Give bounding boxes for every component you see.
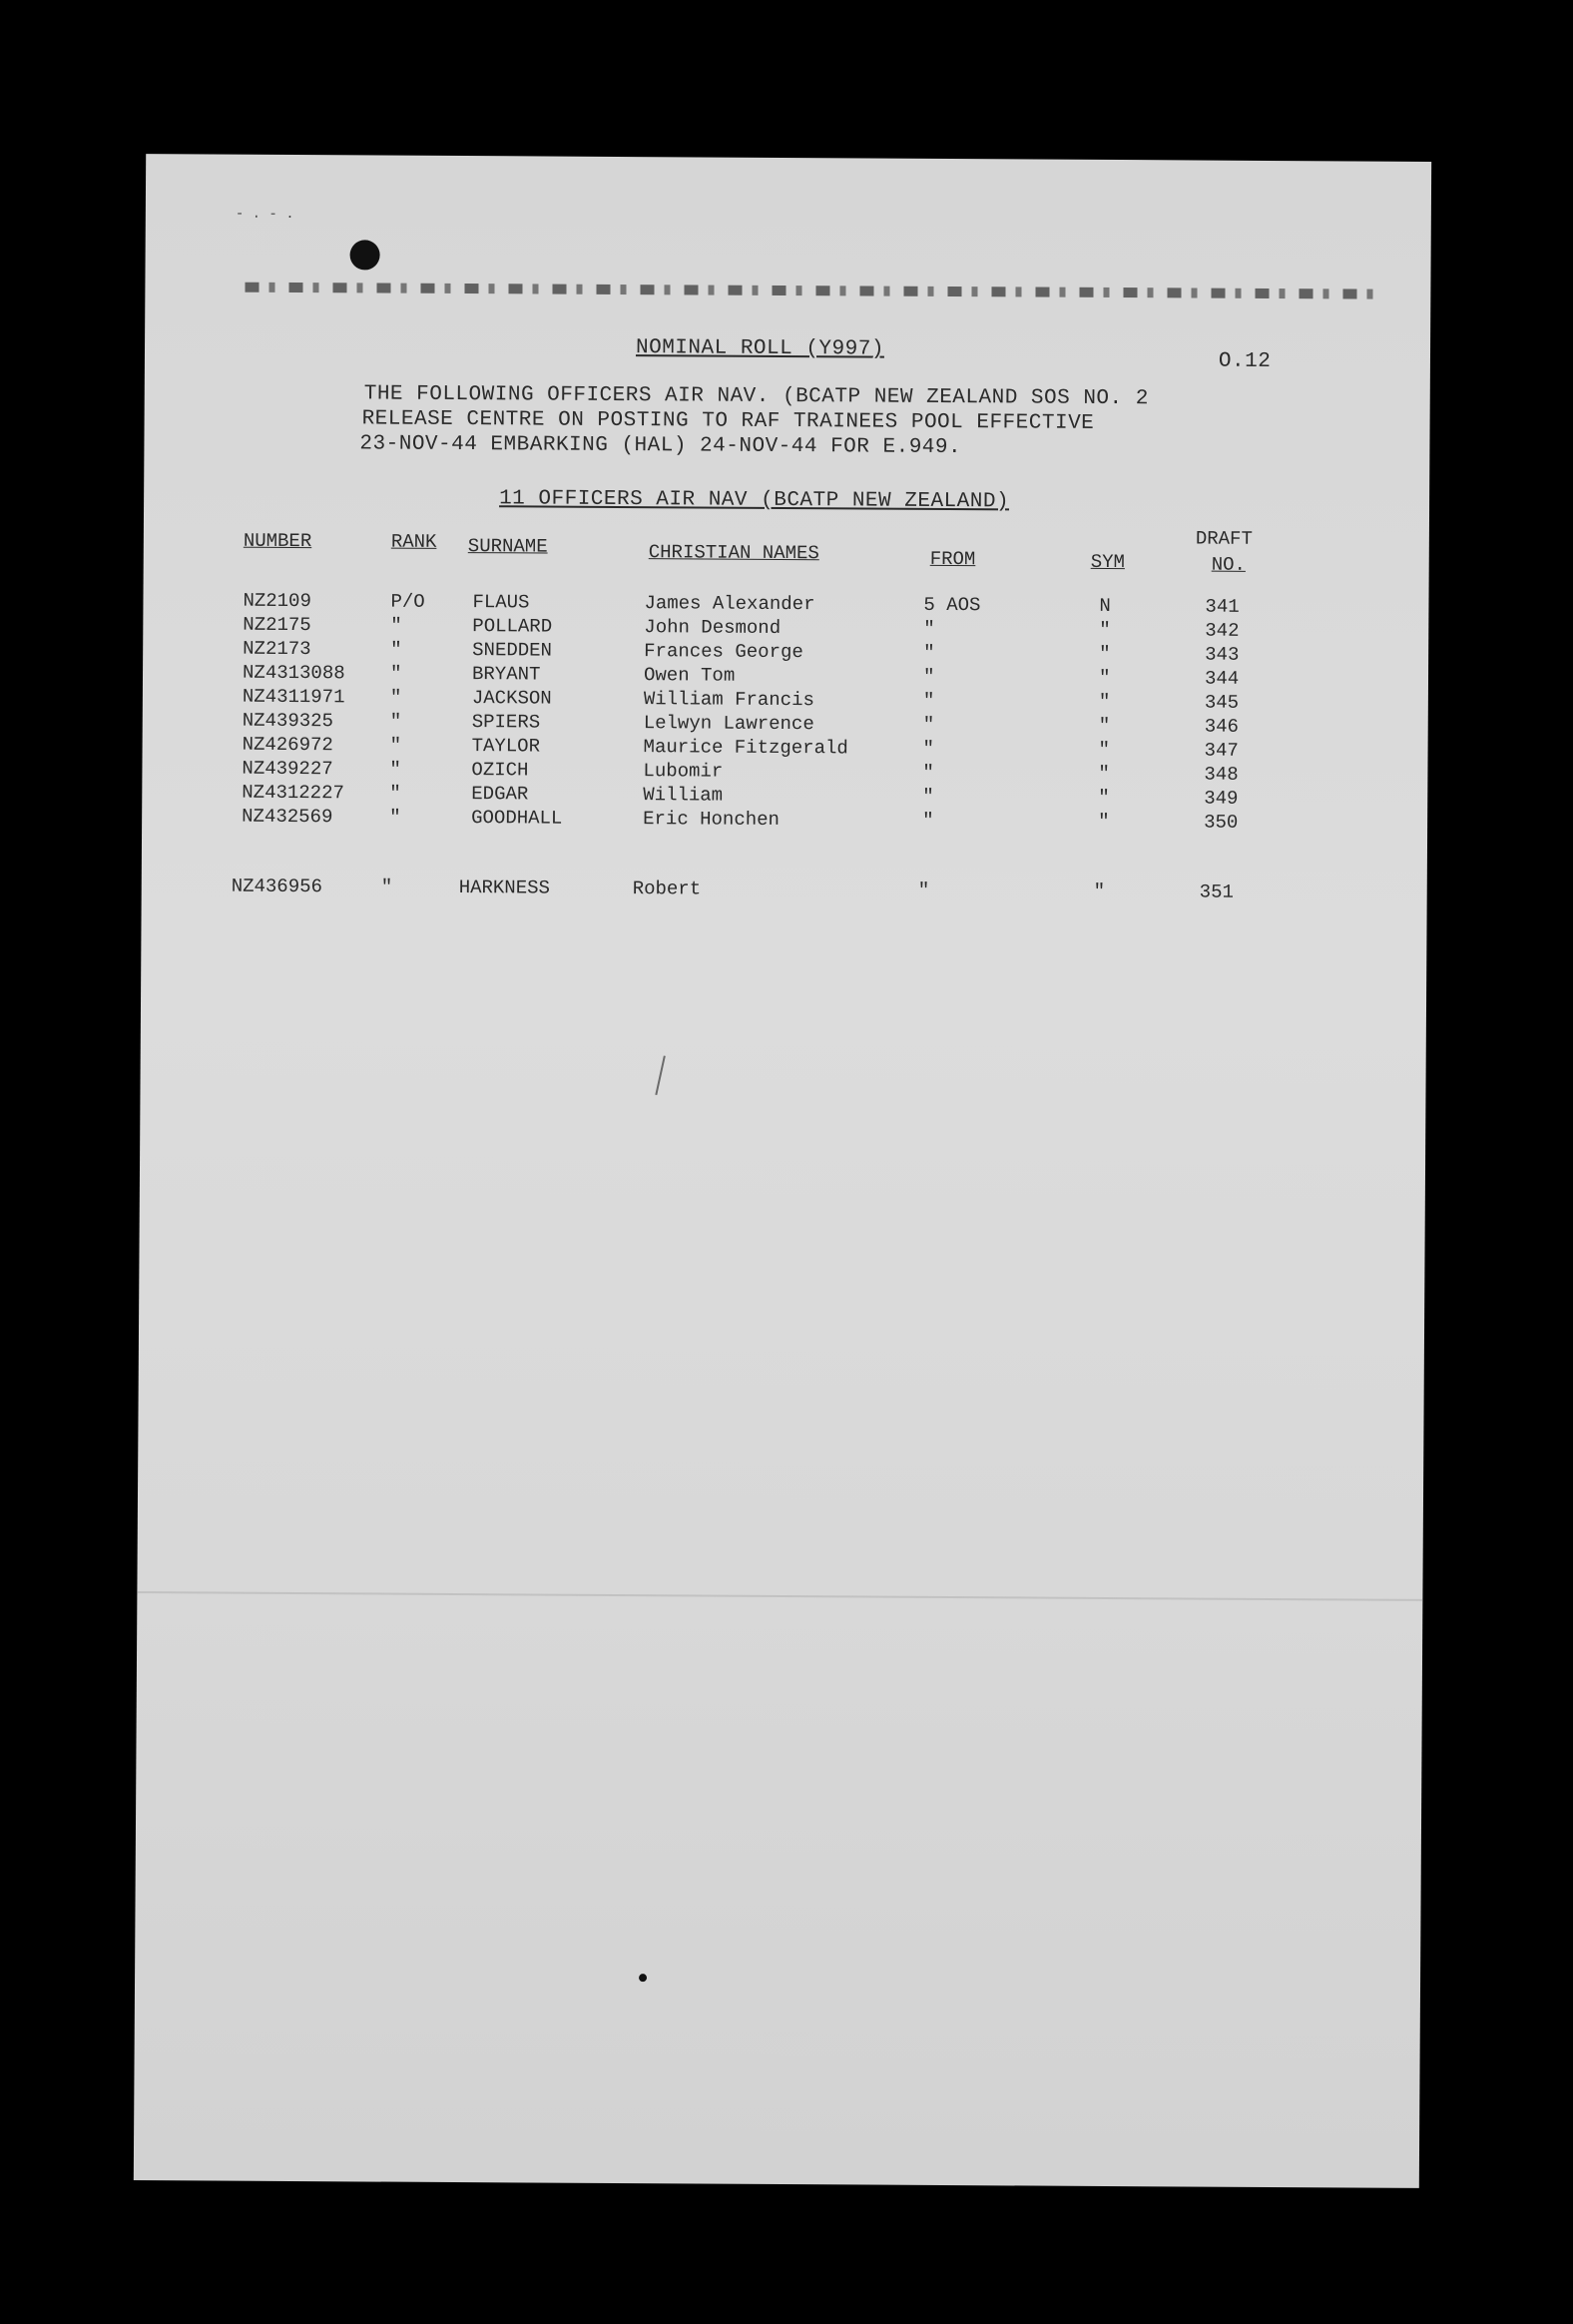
header-rank: RANK <box>390 530 437 553</box>
cell-surname: SNEDDEN <box>472 639 553 662</box>
cell-from: " <box>922 761 934 784</box>
header-draft-no: NO. <box>1211 553 1247 576</box>
cell-surname: TAYLOR <box>471 735 541 758</box>
cell-rank: P/O <box>390 590 425 613</box>
cell-sym: " <box>1098 738 1111 761</box>
top-mark: - . - . <box>235 206 294 223</box>
header-christian-names: CHRISTIAN NAMES <box>648 541 819 565</box>
cell-christian-names: John Desmond <box>644 616 782 639</box>
cell-christian-names: Lelwyn Lawrence <box>643 712 814 736</box>
cell-from: " <box>922 809 934 832</box>
cell-surname: HARKNESS <box>458 876 551 899</box>
cell-sym: " <box>1099 618 1111 641</box>
cell-surname: EDGAR <box>471 783 529 806</box>
cell-number: NZ4312227 <box>242 781 344 805</box>
header-from: FROM <box>929 547 976 571</box>
cell-number: NZ2175 <box>243 613 311 637</box>
cell-christian-names: Frances George <box>644 640 803 664</box>
cell-number: NZ4313088 <box>242 661 345 685</box>
cell-draft: 348 <box>1204 763 1239 786</box>
cell-number: NZ2173 <box>243 637 311 661</box>
intro-line-2: RELEASE CENTRE ON POSTING TO RAF TRAINEES POOL EFFECTIVE <box>361 407 1095 435</box>
cell-rank: " <box>390 614 402 637</box>
cell-draft: 349 <box>1204 787 1239 810</box>
intro-line-1: THE FOLLOWING OFFICERS AIR NAV. (BCATP NEW ZEALAND SOS NO. 2 <box>363 382 1149 411</box>
cell-draft: 347 <box>1204 739 1239 762</box>
cell-surname: GOODHALL <box>471 807 563 830</box>
cell-number: NZ426972 <box>242 733 333 757</box>
cell-christian-names: Owen Tom <box>643 664 736 687</box>
ink-spot <box>639 1974 647 1982</box>
page-reference: O.12 <box>1218 349 1272 373</box>
cell-surname: POLLARD <box>472 615 553 638</box>
cell-rank: " <box>389 662 402 685</box>
cell-draft: 346 <box>1204 715 1240 738</box>
cell-christian-names: Lubomir <box>643 760 724 783</box>
cell-christian-names: Maurice Fitzgerald <box>643 736 848 760</box>
cell-draft: 344 <box>1204 667 1240 690</box>
cell-surname: FLAUS <box>472 591 530 614</box>
cell-number: NZ432569 <box>242 805 333 829</box>
punch-hole <box>350 240 380 270</box>
intro-line-3: 23-NOV-44 EMBARKING (HAL) 24-NOV-44 FOR E.949. <box>359 432 962 460</box>
cell-draft: 343 <box>1205 643 1240 666</box>
cell-from: " <box>922 689 935 712</box>
cell-sym: " <box>1098 786 1110 809</box>
cell-sym: " <box>1098 666 1111 689</box>
cell-from: 5 AOS <box>923 593 981 617</box>
cell-from: " <box>922 737 935 760</box>
cell-surname: SPIERS <box>471 711 541 734</box>
cell-rank: " <box>389 806 401 829</box>
cell-sym: " <box>1098 690 1111 713</box>
cell-sym: " <box>1099 642 1111 665</box>
cell-sym: N <box>1099 594 1111 617</box>
cell-sym: " <box>1098 762 1110 785</box>
cell-from: " <box>923 641 935 664</box>
cell-number: NZ436956 <box>231 874 323 898</box>
cell-surname: JACKSON <box>471 687 552 710</box>
cell-rank: " <box>389 710 402 733</box>
fold-line <box>137 1591 1422 1601</box>
cell-draft: 350 <box>1204 811 1239 834</box>
cell-rank: " <box>389 734 402 757</box>
cell-from: " <box>923 617 935 640</box>
table-row-last <box>142 874 1427 909</box>
cell-from: " <box>922 713 935 736</box>
cell-surname: OZICH <box>471 759 529 782</box>
cell-christian-names: William Francis <box>643 688 814 712</box>
cell-christian-names: William <box>643 784 724 807</box>
subheading: 11 OFFICERS AIR NAV (BCATP NEW ZEALAND) <box>499 487 1010 514</box>
cell-draft: 342 <box>1205 619 1240 642</box>
perforation-strip <box>245 283 1380 299</box>
cell-christian-names: Robert <box>632 877 702 900</box>
cell-sym: " <box>1098 714 1111 737</box>
cell-draft: 341 <box>1205 595 1240 618</box>
cell-rank: " <box>389 758 401 781</box>
header-draft: DRAFT <box>1195 527 1253 550</box>
cell-draft: 345 <box>1204 691 1240 714</box>
pencil-mark <box>655 1055 666 1095</box>
cell-draft: 351 <box>1199 880 1235 903</box>
cell-from: " <box>917 878 930 901</box>
cell-number: NZ439227 <box>242 757 333 781</box>
cell-surname: BRYANT <box>471 663 541 686</box>
cell-from: " <box>922 665 935 688</box>
header-sym: SYM <box>1090 550 1126 574</box>
cell-rank: " <box>390 638 402 661</box>
cell-from: " <box>922 785 934 808</box>
document-page <box>134 154 1431 2188</box>
document-title: NOMINAL ROLL (Y997) <box>635 336 885 361</box>
cell-christian-names: Eric Honchen <box>643 808 781 831</box>
header-surname: SURNAME <box>467 535 548 558</box>
cell-number: NZ4311971 <box>242 685 345 709</box>
cell-rank: " <box>389 782 401 805</box>
cell-christian-names: James Alexander <box>644 592 815 616</box>
cell-rank: " <box>389 686 402 709</box>
cell-number: NZ2109 <box>243 589 311 613</box>
cell-sym: " <box>1098 810 1110 833</box>
header-number: NUMBER <box>243 529 312 553</box>
cell-sym: " <box>1093 879 1106 902</box>
cell-rank: " <box>380 875 393 898</box>
cell-number: NZ439325 <box>242 709 334 733</box>
